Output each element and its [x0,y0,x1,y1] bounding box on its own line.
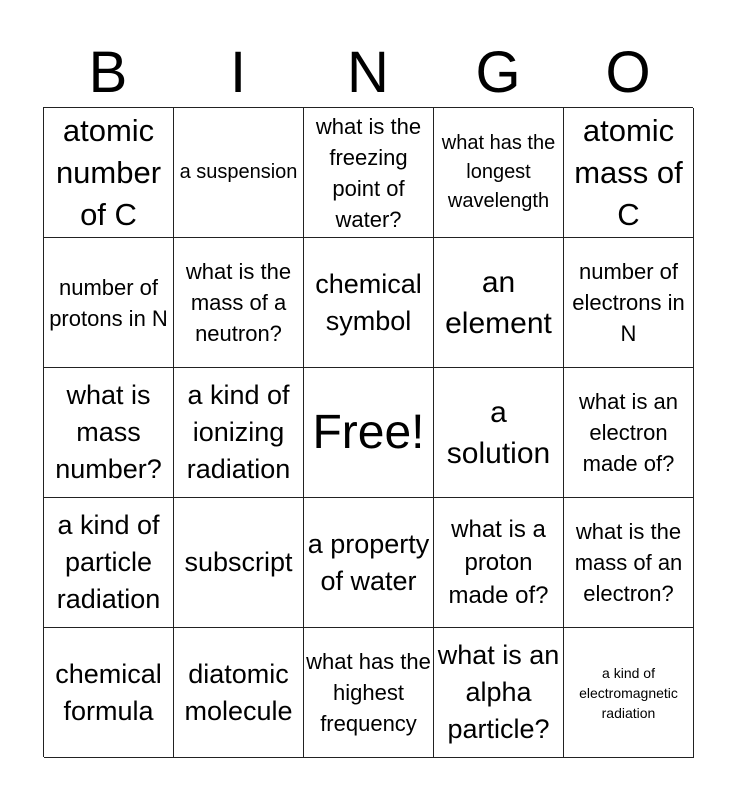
header-letter-n: N [347,40,389,105]
bingo-cell-r3-c1: what is mass number? [44,368,174,498]
bingo-card-grid [43,107,693,757]
header-letter-o: O [605,40,651,105]
header-letter-b: B [88,40,128,105]
bingo-cell-r2-c3: chemical symbol [304,238,434,368]
header-letter-g: G [475,40,521,105]
bingo-cell-r5-c3: what has the highest frequency [304,628,434,758]
bingo-cell-r2-c4: an element [434,238,564,368]
bingo-cell-r5-c4: what is an alpha particle? [434,628,564,758]
bingo-cell-r4-c3: a property of water [304,498,434,628]
bingo-cell-r4-c1: a kind of particle radiation [44,498,174,628]
bingo-cell-r3-c5: what is an electron made of? [564,368,694,498]
bingo-cell-r5-c1: chemical formula [44,628,174,758]
bingo-cell-r1-c4: what has the longest wavelength [434,108,564,238]
bingo-cell-free: Free! [304,368,434,498]
bingo-cell-r1-c1: atomic number of C [44,108,174,238]
bingo-cell-r2-c5: number of electrons in N [564,238,694,368]
bingo-header [43,40,693,106]
bingo-cell-r5-c5: a kind of electromagnetic radiation [564,628,694,758]
bingo-cell-r1-c2: a suspension [174,108,304,238]
bingo-cell-r3-c4: a solution [434,368,564,498]
bingo-cell-r1-c5: atomic mass of C [564,108,694,238]
bingo-cell-r2-c1: number of protons in N [44,238,174,368]
bingo-cell-r1-c3: what is the freezing point of water? [304,108,434,238]
header-letter-i: I [229,40,247,105]
bingo-cell-r4-c5: what is the mass of an electron? [564,498,694,628]
bingo-cell-r5-c2: diatomic molecule [174,628,304,758]
bingo-cell-r4-c2: subscript [174,498,304,628]
bingo-cell-r3-c2: a kind of ionizing radiation [174,368,304,498]
bingo-cell-r4-c4: what is a proton made of? [434,498,564,628]
bingo-cell-r2-c2: what is the mass of a neutron? [174,238,304,368]
